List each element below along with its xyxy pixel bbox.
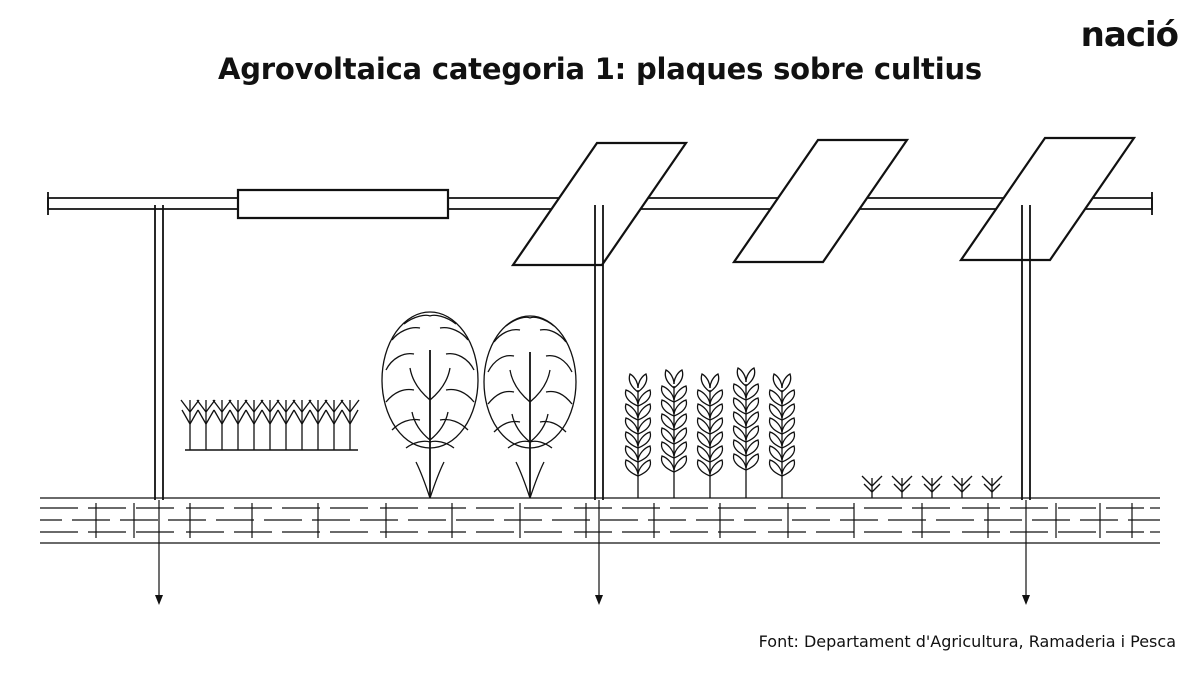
crop-low-herbaceous bbox=[181, 400, 359, 450]
solar-panel-tilted-2 bbox=[734, 140, 907, 262]
crop-seedlings bbox=[862, 476, 1002, 498]
solar-panel-tilted-1 bbox=[513, 143, 686, 265]
support-post-3 bbox=[1022, 205, 1030, 605]
solar-panel-tilted-3 bbox=[961, 138, 1134, 260]
soil-band bbox=[40, 503, 1160, 538]
solar-panel-flat bbox=[238, 190, 448, 218]
source-caption: Font: Departament d'Agricultura, Ramaderia i Pesca bbox=[758, 632, 1176, 651]
crop-fruit-trees bbox=[382, 312, 576, 498]
support-post-1 bbox=[155, 205, 163, 605]
page-title: Agrovoltaica categoria 1: plaques sobre cultius bbox=[218, 52, 982, 86]
crop-cereal bbox=[626, 368, 795, 498]
agrivoltaic-cross-section-diagram bbox=[0, 100, 1200, 620]
nacio-logo: nació bbox=[1080, 15, 1178, 55]
